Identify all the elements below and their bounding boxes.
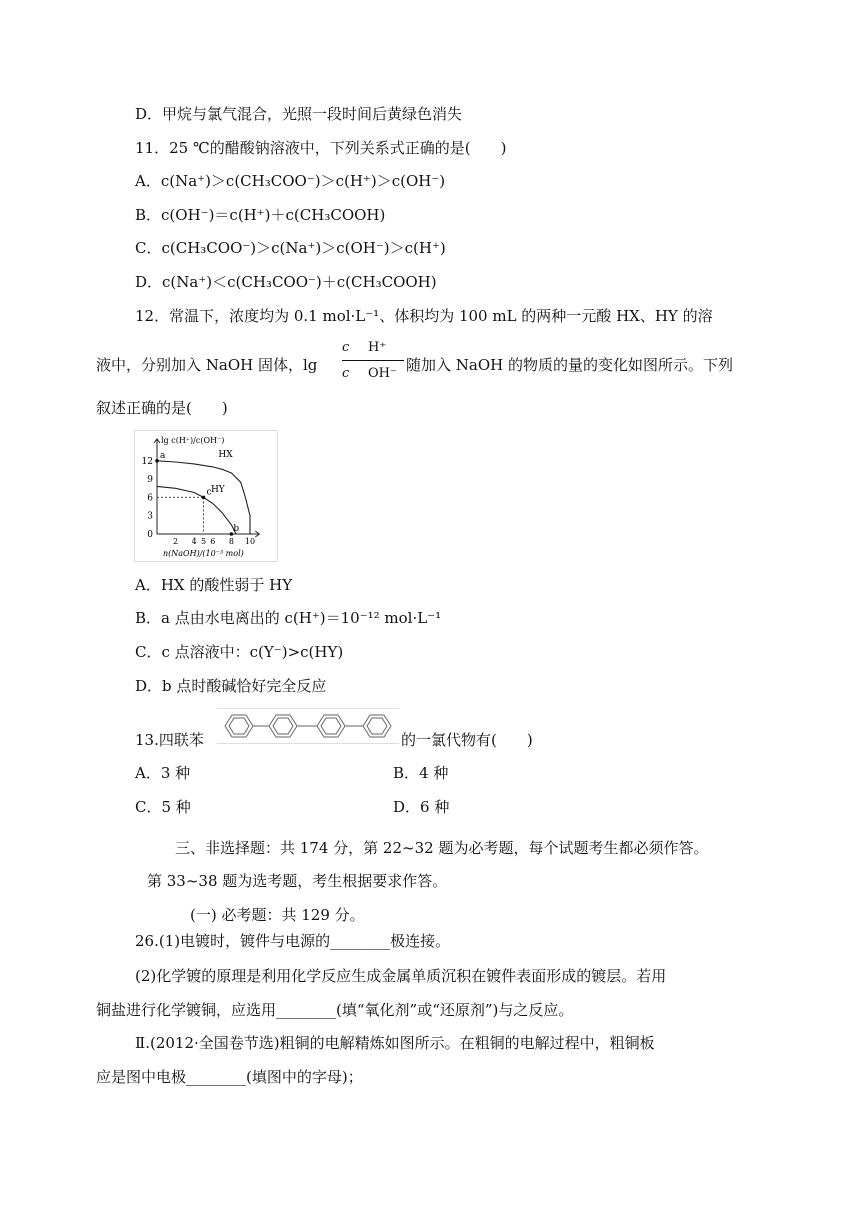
question-13b: 的一氯代物有( ) xyxy=(401,731,533,749)
x-axis-label: n(NaOH)/(10⁻³ mol) xyxy=(163,549,244,558)
point-a xyxy=(155,459,159,463)
fraction-bar xyxy=(342,360,404,361)
x-tick-label: 5 xyxy=(200,537,207,546)
text-line: D．甲烷与氯气混合，光照一段时间后黄绿色消失 xyxy=(135,105,463,123)
fraction xyxy=(342,340,404,384)
y-tick-label: 12 xyxy=(141,456,153,467)
option-a: A．c(Na⁺)＞c(CH₃COO⁻)＞c(H⁺)＞c(OH⁻) xyxy=(135,172,446,190)
quaterphenyl-icon xyxy=(217,709,399,743)
point-label-c: c xyxy=(206,487,212,498)
point-label-b: b xyxy=(233,524,240,534)
x-tick-label: 8 xyxy=(228,537,234,546)
question-26-2: (2)化学镀的原理是利用化学反应生成金属单质沉积在镀件表面形成的镀层。若用 xyxy=(135,967,667,985)
option-12d: D．b 点时酸碱恰好完全反应 xyxy=(135,677,327,695)
fraction-num-c: c xyxy=(342,340,350,355)
y-tick-label: 9 xyxy=(147,475,153,486)
figure-titration xyxy=(134,430,278,562)
option-13d: D．6 种 xyxy=(393,798,450,816)
series-label-hy: HY xyxy=(210,484,225,495)
y-tick-label: 6 xyxy=(147,493,153,504)
option-13b: B．4 种 xyxy=(393,764,449,782)
point-label-a: a xyxy=(160,450,166,461)
section-heading-2: 第 33~38 题为选考题，考生根据要求作答。 xyxy=(147,872,448,890)
option-d: D．c(Na⁺)＜c(CH₃COO⁻)＋c(CH₃COOH) xyxy=(135,273,437,291)
y-axis-label: lg c(H⁺)/c(OH⁻) xyxy=(161,436,225,445)
question-12: 12．常温下，浓度均为 0.1 mol·L⁻¹、体积均为 100 mL 的两种一元酸 HX、HY 的溶 xyxy=(135,307,713,325)
y-tick-label: 3 xyxy=(147,511,153,522)
x-tick-label: 6 xyxy=(210,537,216,546)
titration-chart xyxy=(135,431,277,561)
option-13c: C．5 种 xyxy=(135,798,191,816)
fraction-den-oh: OH⁻ xyxy=(368,366,397,381)
question-12-line3: 叙述正确的是( ) xyxy=(96,399,228,417)
fraction-den-c: c xyxy=(342,366,350,381)
question-26-ii: Ⅱ.(2012·全国卷节选)粗铜的电解精炼如图所示。在粗铜的电解过程中，粗铜板 xyxy=(135,1034,655,1052)
option-12a: A．HX 的酸性弱于 HY xyxy=(135,576,293,594)
question-26-2b: 铜盐进行化学镀铜，应选用________(填“氧化剂”或“还原剂”)与之反应。 xyxy=(96,1001,574,1019)
question-12-line2a: 液中，分别加入 NaOH 固体，lg xyxy=(96,356,318,374)
section-heading: 三、非选择题：共 174 分，第 22~32 题为必考题，每个试题考生都必须作答。 xyxy=(175,839,709,857)
question-26-iib: 应是图中电极________(填图中的字母)； xyxy=(96,1068,363,1086)
option-13a: A．3 种 xyxy=(135,764,191,782)
question-11: 11．25 ℃的醋酸钠溶液中，下列关系式正确的是( ) xyxy=(135,139,507,157)
question-12-line2b: 随加入 NaOH 的物质的量的变化如图所示。下列 xyxy=(406,356,733,374)
x-tick-label: 2 xyxy=(173,537,179,546)
x-tick-label: 4 xyxy=(191,537,197,546)
quaterphenyl-structure xyxy=(217,708,399,744)
option-c: C．c(CH₃COO⁻)＞c(Na⁺)＞c(OH⁻)＞c(H⁺) xyxy=(135,239,446,257)
question-13a: 13.四联苯 xyxy=(135,731,204,749)
point-c xyxy=(202,496,206,500)
subsection-heading: (一) 必考题：共 129 分。 xyxy=(190,906,365,924)
x-tick-label: 10 xyxy=(244,537,256,546)
option-b: B．c(OH⁻)＝c(H⁺)＋c(CH₃COOH) xyxy=(135,206,386,224)
fraction-num-h: H⁺ xyxy=(368,340,387,355)
y-tick-label: 0 xyxy=(147,530,153,540)
question-26: 26.(1)电镀时，镀件与电源的________极连接。 xyxy=(135,932,451,950)
option-12c: C．c 点溶液中：c(Y⁻)>c(HY) xyxy=(135,643,344,661)
option-12b: B．a 点由水电离出的 c(H⁺)＝10⁻¹² mol·L⁻¹ xyxy=(135,609,442,627)
series-label-hx: HX xyxy=(218,450,233,461)
